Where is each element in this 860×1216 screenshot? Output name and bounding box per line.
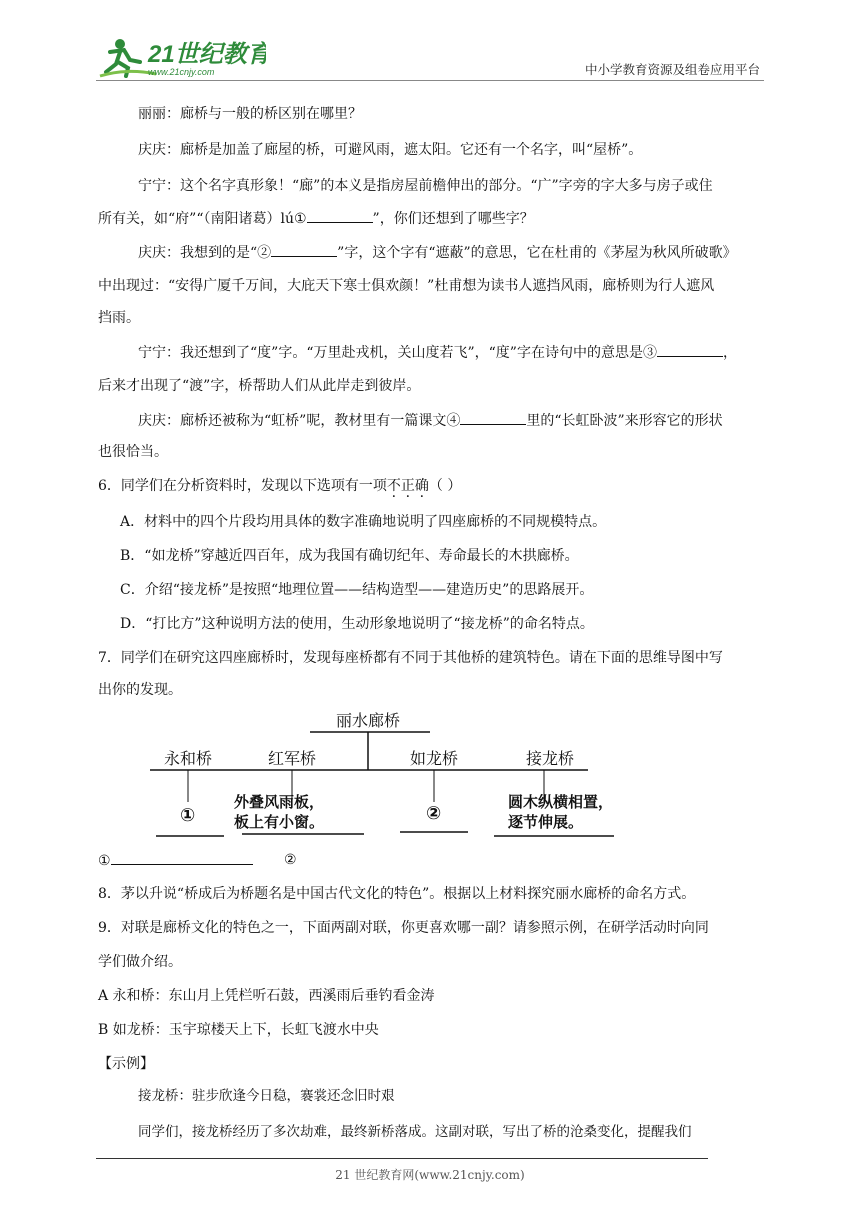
emphasis-char: 确 [414,478,429,494]
answer-line-1[interactable] [98,850,253,871]
question-6-stem [98,476,461,496]
option-a[interactable]: A．材料中的四个片段均用具体的数字准确地说明了四座廊桥的不同规模特点。 [120,514,607,530]
text-segment: ”字，这个字有“遮蔽”的意思，它在杜甫的《茅屋为秋风所破歌》 [337,245,737,261]
footer-text[interactable]: 21 世纪教育网(www.21cnjy.com) [335,1168,525,1182]
question-7-stem: 7．同学们在研究这四座廊桥时，发现每座桥都有不同于其他桥的建筑特色。请在下面的思维导图中写 [98,650,723,666]
text-segment: 宁宁：我还想到了“度”字。“万里赴戎机，关山度若飞”，“度”字在诗句中的意思是③ [138,345,657,361]
dialogue-line [138,342,737,363]
option-d[interactable]: D．“打比方”这种说明方法的使用，生动形象地说明了“接龙桥”的命名特点。 [120,616,594,632]
dialogue-line [98,208,534,229]
answer-blank-1[interactable] [307,208,373,223]
mind-map-root: 丽水廊桥 [336,711,401,730]
option-c[interactable]: C．介绍“接龙桥”是按照“地理位置——结构造型——建造历史”的思路展开。 [120,582,594,598]
text-segment: 6．同学们在分析资料时，发现以下选项有一项 [98,478,387,494]
emphasis-char: 正 [400,478,415,494]
emphasis-char: 不 [386,478,401,494]
answer-number: ① [98,853,111,869]
mind-map-content: 外叠风雨板， 板上有小窗。 [234,793,325,831]
mind-map-branch: 接龙桥 [526,749,575,768]
answer-blank-4[interactable] [460,410,526,425]
question-8-stem: 8．茅以升说“桥成后为桥题名是中国古代文化的特色”。根据以上材料探究丽水廊桥的命名方式。 [98,886,696,902]
text-segment: 里的“长虹卧波”来形容它的形状 [526,413,723,429]
example-couplet: 接龙桥：驻步欣逢今日稳，褰裳还念旧时艰 [138,1088,395,1104]
logo-subtext: www.21cnjy.com [148,67,215,77]
mind-map [150,702,630,852]
mind-map-branch: 如龙桥 [410,749,459,768]
dialogue-line [138,410,723,431]
answer-blank-3[interactable] [657,342,723,357]
site-logo [96,32,266,82]
question-9-stem: 学们做介绍。 [98,954,182,970]
dialogue-line: 中出现过：“安得广厦千万间，大庇天下寒士俱欢颜！”杜甫想为读书人遮挡风雨，廊桥则为行人遮风 [98,278,715,294]
runner-icon [96,32,266,82]
answer-bracket[interactable]: （ ） [428,478,462,494]
answer-blank-5[interactable] [111,850,253,865]
dialogue-line [138,242,737,263]
question-7-stem: 出你的发现。 [98,682,182,698]
text-segment: 所有关，如“府”“（南阳诸葛）lú① [98,211,307,227]
couplet-b[interactable]: B 如龙桥：玉宇琼楼天上下，长虹飞渡水中央 [98,1022,379,1038]
question-9-stem: 9．对联是廊桥文化的特色之一，下面两副对联，你更喜欢哪一副？请参照示例，在研学活动时向同 [98,920,709,936]
dialogue-line: 也很恰当。 [98,444,168,460]
mind-map-blank-2[interactable]: ② [426,803,442,824]
footer-divider [96,1158,708,1159]
text-segment: 庆庆：我想到的是“② [138,245,272,261]
logo-text: 21世纪教育 [148,41,266,68]
text-segment: 庆庆：廊桥还被称为“虹桥”呢，教材里有一篇课文④ [138,413,461,429]
mind-map-content: 圆木纵横相置， 逐节伸展。 [508,793,614,831]
dialogue-line: 丽丽：廊桥与一般的桥区别在哪里？ [138,106,362,122]
answer-blank-2[interactable] [271,242,337,257]
dialogue-line: 宁宁：这个名字真形象！“廊”的本义是指房屋前檐伸出的部分。“广”字旁的字大多与房子或住 [138,178,713,194]
mind-map-blank-1[interactable]: ① [180,805,196,826]
answer-line-2[interactable]: ② [284,852,297,868]
header-divider [96,80,764,81]
option-b[interactable]: B．“如龙桥”穿越近四百年，成为我国有确切纪年、寿命最长的木拱廊桥。 [120,548,579,564]
couplet-a[interactable]: A 永和桥：东山月上凭栏听石鼓，西溪雨后垂钓看金涛 [98,988,435,1004]
example-text: 同学们，接龙桥经历了多次劫难，最终新桥落成。这副对联，写出了桥的沧桑变化，提醒我们 [138,1124,692,1140]
dialogue-line: 后来才出现了“渡”字，桥帮助人们从此岸走到彼岸。 [98,378,421,394]
mind-map-branch: 红军桥 [268,749,317,768]
text-segment: ， [722,345,737,361]
mind-map-branch: 永和桥 [164,749,213,768]
example-label: 【示例】 [98,1056,154,1072]
platform-name: 中小学教育资源及组卷应用平台 [584,62,760,77]
dialogue-line: 挡雨。 [98,310,140,326]
text-segment: ”，你们还想到了哪些字？ [372,211,534,227]
dialogue-line: 庆庆：廊桥是加盖了廊屋的桥，可避风雨，遮太阳。它还有一个名字，叫“屋桥”。 [138,142,643,158]
